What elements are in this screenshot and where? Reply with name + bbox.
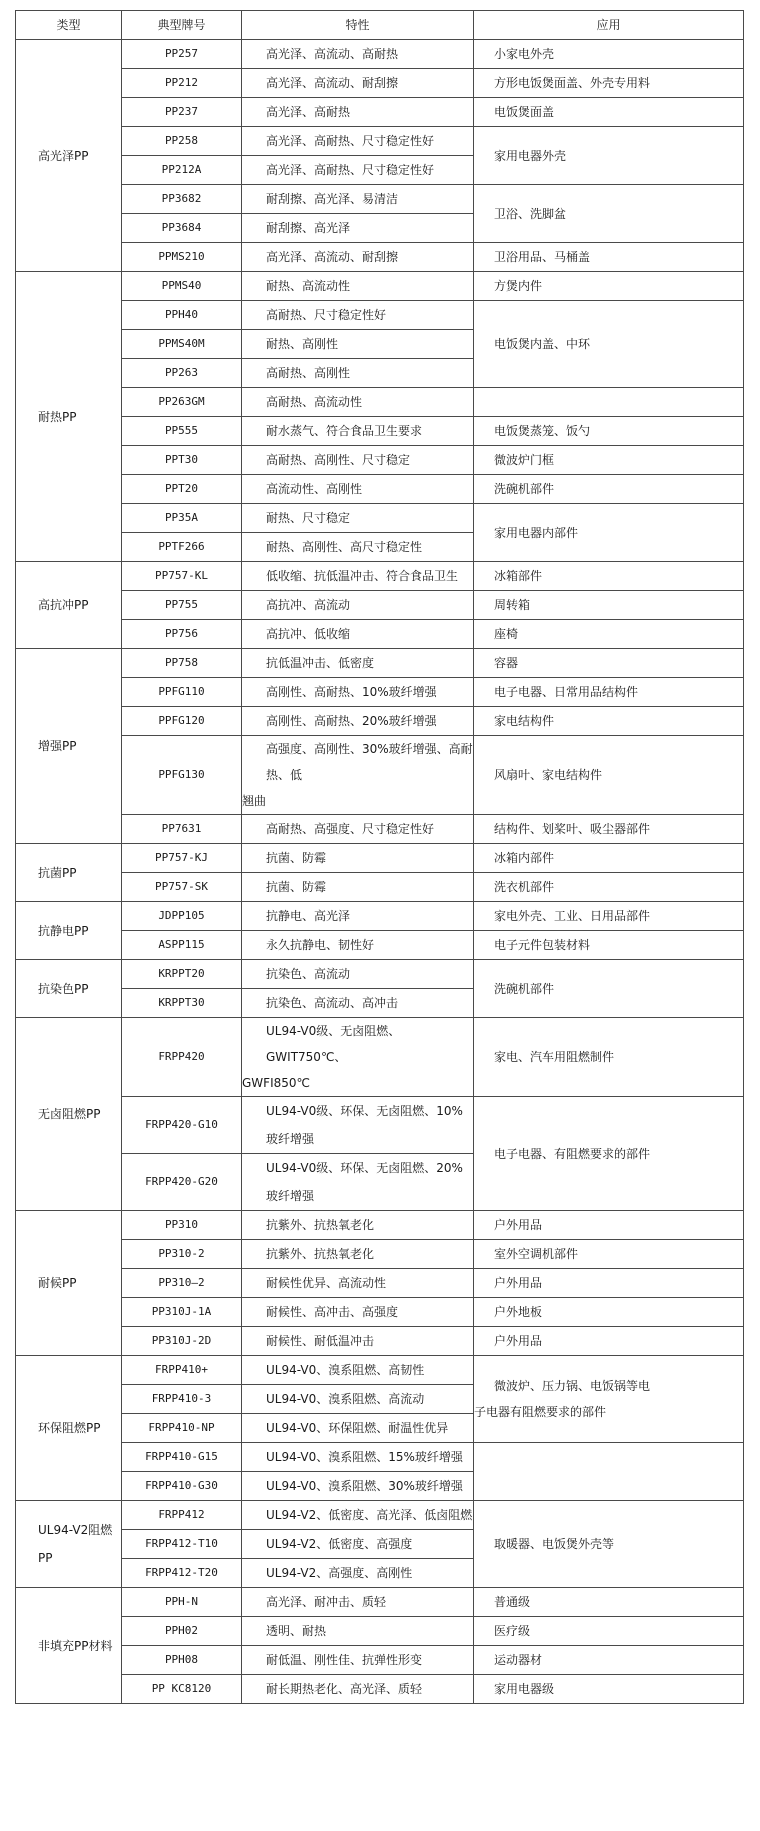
model-cell: PPH-N bbox=[122, 1588, 242, 1617]
application-cell: 卫浴、洗脚盆 bbox=[474, 185, 744, 243]
model-cell: PPH08 bbox=[122, 1646, 242, 1675]
property-cell: 耐候性、高冲击、高强度 bbox=[242, 1298, 474, 1327]
table-row bbox=[16, 815, 744, 844]
application-cell: 家电、汽车用阻燃制件 bbox=[474, 1018, 744, 1097]
application-cell: 洗衣机部件 bbox=[474, 873, 744, 902]
table-row bbox=[16, 620, 744, 649]
model-cell: PP757-SK bbox=[122, 873, 242, 902]
property-cell: 永久抗静电、韧性好 bbox=[242, 931, 474, 960]
application-cell: 结构件、划桨叶、吸尘器部件 bbox=[474, 815, 744, 844]
model-cell: PPMS40 bbox=[122, 272, 242, 301]
application-cell: 运动器材 bbox=[474, 1646, 744, 1675]
model-cell: KRPPT20 bbox=[122, 960, 242, 989]
model-cell: PP757-KJ bbox=[122, 844, 242, 873]
model-cell: JDPP105 bbox=[122, 902, 242, 931]
table-row bbox=[16, 1298, 744, 1327]
property-cell: 抗菌、防霉 bbox=[242, 873, 474, 902]
table-row bbox=[16, 272, 744, 301]
property-cell: 高光泽、高流动、高耐热 bbox=[242, 40, 474, 69]
application-cell: 冰箱部件 bbox=[474, 562, 744, 591]
table-row bbox=[16, 1211, 744, 1240]
table-row bbox=[16, 1443, 744, 1472]
application-cell: 取暖器、电饭煲外壳等 bbox=[474, 1501, 744, 1588]
table-row bbox=[16, 1240, 744, 1269]
table-row bbox=[16, 243, 744, 272]
model-cell: PP212 bbox=[122, 69, 242, 98]
model-cell: PPFG110 bbox=[122, 678, 242, 707]
table-body bbox=[16, 40, 744, 1704]
model-cell: PP237 bbox=[122, 98, 242, 127]
table-row bbox=[16, 707, 744, 736]
property-cell: 高光泽、高流动、耐刮擦 bbox=[242, 69, 474, 98]
type-cell: 高抗冲PP bbox=[16, 562, 122, 649]
model-cell: PP310J-2D bbox=[122, 1327, 242, 1356]
model-cell: PP555 bbox=[122, 417, 242, 446]
property-cell: 耐候性、耐低温冲击 bbox=[242, 1327, 474, 1356]
header-row bbox=[16, 11, 744, 40]
property-cell: 高光泽、耐冲击、质轻 bbox=[242, 1588, 474, 1617]
model-cell: PP756 bbox=[122, 620, 242, 649]
property-cell: 抗紫外、抗热氧老化 bbox=[242, 1240, 474, 1269]
application-cell: 冰箱内部件 bbox=[474, 844, 744, 873]
table-row bbox=[16, 902, 744, 931]
property-cell: 耐刮擦、高光泽 bbox=[242, 214, 474, 243]
application-cell: 座椅 bbox=[474, 620, 744, 649]
property-cell: UL94-V2、高强度、高刚性 bbox=[242, 1559, 474, 1588]
property-cell: UL94-V0、溴系阻燃、30%玻纤增强 bbox=[242, 1472, 474, 1501]
model-cell: PP755 bbox=[122, 591, 242, 620]
property-cell: 耐低温、刚性佳、抗弹性形变 bbox=[242, 1646, 474, 1675]
application-cell: 电饭煲面盖 bbox=[474, 98, 744, 127]
application-cell: 方形电饭煲面盖、外壳专用料 bbox=[474, 69, 744, 98]
application-cell bbox=[474, 1443, 744, 1501]
property-cell: 耐热、高刚性 bbox=[242, 330, 474, 359]
type-cell: 耐热PP bbox=[16, 272, 122, 562]
application-cell: 户外用品 bbox=[474, 1211, 744, 1240]
application-cell: 医疗级 bbox=[474, 1617, 744, 1646]
model-cell: PP263GM bbox=[122, 388, 242, 417]
type-cell: 增强PP bbox=[16, 649, 122, 844]
table-row bbox=[16, 1097, 744, 1154]
model-cell: PPFG130 bbox=[122, 736, 242, 815]
header-type: 类型 bbox=[16, 11, 122, 40]
property-cell: 低收缩、抗低温冲击、符合食品卫生 bbox=[242, 562, 474, 591]
application-cell: 普通级 bbox=[474, 1588, 744, 1617]
property-cell: 高光泽、高流动、耐刮擦 bbox=[242, 243, 474, 272]
property-cell: 抗紫外、抗热氧老化 bbox=[242, 1211, 474, 1240]
table-row bbox=[16, 1501, 744, 1530]
table-row bbox=[16, 649, 744, 678]
property-cell: 耐热、高流动性 bbox=[242, 272, 474, 301]
model-cell: PPT30 bbox=[122, 446, 242, 475]
model-cell: ASPP115 bbox=[122, 931, 242, 960]
model-cell: FRPP410-3 bbox=[122, 1385, 242, 1414]
table-row bbox=[16, 736, 744, 815]
property-cell: 高光泽、高耐热、尺寸稳定性好 bbox=[242, 127, 474, 156]
model-cell: FRPP412 bbox=[122, 1501, 242, 1530]
property-cell: 高光泽、高耐热、尺寸稳定性好 bbox=[242, 156, 474, 185]
property-cell: 耐热、尺寸稳定 bbox=[242, 504, 474, 533]
table-row bbox=[16, 388, 744, 417]
model-cell: PPMS210 bbox=[122, 243, 242, 272]
table-row bbox=[16, 185, 744, 214]
model-cell: PPTF266 bbox=[122, 533, 242, 562]
table-row bbox=[16, 931, 744, 960]
model-cell: FRPP420-G20 bbox=[122, 1154, 242, 1211]
table-row bbox=[16, 591, 744, 620]
table-row bbox=[16, 40, 744, 69]
table-row bbox=[16, 1646, 744, 1675]
model-cell: PP7631 bbox=[122, 815, 242, 844]
model-cell: PP212A bbox=[122, 156, 242, 185]
table-row bbox=[16, 1018, 744, 1097]
application-cell: 户外用品 bbox=[474, 1327, 744, 1356]
table-row bbox=[16, 417, 744, 446]
type-cell: 非填充PP材料 bbox=[16, 1588, 122, 1704]
property-cell: 高刚性、高耐热、20%玻纤增强 bbox=[242, 707, 474, 736]
model-cell: FRPP410-G30 bbox=[122, 1472, 242, 1501]
type-cell: 高光泽PP bbox=[16, 40, 122, 272]
application-cell: 微波炉、压力锅、电饭锅等电 子电器有阻燃要求的部件 bbox=[474, 1356, 744, 1443]
header-property: 特性 bbox=[242, 11, 474, 40]
type-cell: UL94-V2阻燃PP bbox=[16, 1501, 122, 1588]
table-row bbox=[16, 504, 744, 533]
table-row bbox=[16, 301, 744, 330]
type-cell: 抗菌PP bbox=[16, 844, 122, 902]
property-cell: 耐长期热老化、高光泽、质轻 bbox=[242, 1675, 474, 1704]
application-cell: 风扇叶、家电结构件 bbox=[474, 736, 744, 815]
application-cell: 户外地板 bbox=[474, 1298, 744, 1327]
type-cell: 环保阻燃PP bbox=[16, 1356, 122, 1501]
property-cell: 高强度、高刚性、30%玻纤增强、高耐热、低 翘曲 bbox=[242, 736, 474, 815]
model-cell: FRPP412-T10 bbox=[122, 1530, 242, 1559]
model-cell: PPH40 bbox=[122, 301, 242, 330]
property-cell: 抗染色、高流动、高冲击 bbox=[242, 989, 474, 1018]
property-cell: UL94-V2、低密度、高光泽、低卤阻燃 bbox=[242, 1501, 474, 1530]
application-cell: 周转箱 bbox=[474, 591, 744, 620]
model-cell: PP KC8120 bbox=[122, 1675, 242, 1704]
application-cell: 卫浴用品、马桶盖 bbox=[474, 243, 744, 272]
pp-grade-table bbox=[15, 10, 744, 1704]
model-cell: PPFG120 bbox=[122, 707, 242, 736]
type-cell: 抗静电PP bbox=[16, 902, 122, 960]
model-cell: PP35A bbox=[122, 504, 242, 533]
application-cell: 家用电器外壳 bbox=[474, 127, 744, 185]
application-cell: 洗碗机部件 bbox=[474, 960, 744, 1018]
property-cell: 耐候性优异、高流动性 bbox=[242, 1269, 474, 1298]
table-row bbox=[16, 844, 744, 873]
type-cell: 抗染色PP bbox=[16, 960, 122, 1018]
table-row bbox=[16, 1588, 744, 1617]
application-cell bbox=[474, 388, 744, 417]
table-row bbox=[16, 1269, 744, 1298]
application-cell: 容器 bbox=[474, 649, 744, 678]
model-cell: PP3684 bbox=[122, 214, 242, 243]
property-cell: 高光泽、高耐热 bbox=[242, 98, 474, 127]
type-cell: 耐候PP bbox=[16, 1211, 122, 1356]
application-cell: 户外用品 bbox=[474, 1269, 744, 1298]
property-cell: 透明、耐热 bbox=[242, 1617, 474, 1646]
property-cell: 高抗冲、低收缩 bbox=[242, 620, 474, 649]
model-cell: PP757-KL bbox=[122, 562, 242, 591]
table-row bbox=[16, 960, 744, 989]
table-row bbox=[16, 678, 744, 707]
application-cell: 小家电外壳 bbox=[474, 40, 744, 69]
application-cell: 洗碗机部件 bbox=[474, 475, 744, 504]
application-cell: 电饭煲内盖、中环 bbox=[474, 301, 744, 388]
property-cell: 高耐热、尺寸稳定性好 bbox=[242, 301, 474, 330]
application-cell: 电子电器、日常用品结构件 bbox=[474, 678, 744, 707]
application-cell: 方煲内件 bbox=[474, 272, 744, 301]
table-row bbox=[16, 69, 744, 98]
table-row bbox=[16, 873, 744, 902]
table-row bbox=[16, 1617, 744, 1646]
table-row bbox=[16, 446, 744, 475]
model-cell: KRPPT30 bbox=[122, 989, 242, 1018]
property-cell: 耐刮擦、高光泽、易清洁 bbox=[242, 185, 474, 214]
model-cell: PP310-2 bbox=[122, 1240, 242, 1269]
model-cell: FRPP410-NP bbox=[122, 1414, 242, 1443]
model-cell: PPMS40M bbox=[122, 330, 242, 359]
model-cell: FRPP410-G15 bbox=[122, 1443, 242, 1472]
property-cell: 高耐热、高刚性 bbox=[242, 359, 474, 388]
property-cell: 高流动性、高刚性 bbox=[242, 475, 474, 504]
model-cell: FRPP420 bbox=[122, 1018, 242, 1097]
property-cell: 抗染色、高流动 bbox=[242, 960, 474, 989]
table-row bbox=[16, 1327, 744, 1356]
property-cell: UL94-V0级、环保、无卤阻燃、10%玻纤增强 bbox=[242, 1097, 474, 1154]
property-cell: 耐水蒸气、符合食品卫生要求 bbox=[242, 417, 474, 446]
property-cell: 高抗冲、高流动 bbox=[242, 591, 474, 620]
table-row bbox=[16, 127, 744, 156]
table-row bbox=[16, 1356, 744, 1385]
property-cell: 耐热、高刚性、高尺寸稳定性 bbox=[242, 533, 474, 562]
property-cell: UL94-V0级、环保、无卤阻燃、20%玻纤增强 bbox=[242, 1154, 474, 1211]
property-cell: UL94-V0级、无卤阻燃、GWIT750℃、 GWFI850℃ bbox=[242, 1018, 474, 1097]
table-row bbox=[16, 98, 744, 127]
header-model: 典型牌号 bbox=[122, 11, 242, 40]
property-cell: 高耐热、高强度、尺寸稳定性好 bbox=[242, 815, 474, 844]
model-cell: PP310—2 bbox=[122, 1269, 242, 1298]
property-cell: 高刚性、高耐热、10%玻纤增强 bbox=[242, 678, 474, 707]
table-row bbox=[16, 1675, 744, 1704]
model-cell: FRPP412-T20 bbox=[122, 1559, 242, 1588]
application-cell: 家用电器级 bbox=[474, 1675, 744, 1704]
model-cell: PP758 bbox=[122, 649, 242, 678]
model-cell: PP310 bbox=[122, 1211, 242, 1240]
property-cell: UL94-V0、溴系阻燃、高韧性 bbox=[242, 1356, 474, 1385]
property-cell: UL94-V0、环保阻燃、耐温性优异 bbox=[242, 1414, 474, 1443]
application-cell: 微波炉门框 bbox=[474, 446, 744, 475]
application-cell: 家电外壳、工业、日用品部件 bbox=[474, 902, 744, 931]
application-cell: 电饭煲蒸笼、饭勺 bbox=[474, 417, 744, 446]
application-cell: 室外空调机部件 bbox=[474, 1240, 744, 1269]
model-cell: PP3682 bbox=[122, 185, 242, 214]
model-cell: PPH02 bbox=[122, 1617, 242, 1646]
table-row bbox=[16, 562, 744, 591]
type-cell: 无卤阻燃PP bbox=[16, 1018, 122, 1211]
property-cell: 高耐热、高流动性 bbox=[242, 388, 474, 417]
model-cell: FRPP410+ bbox=[122, 1356, 242, 1385]
model-cell: FRPP420-G10 bbox=[122, 1097, 242, 1154]
application-cell: 电子元件包装材料 bbox=[474, 931, 744, 960]
property-cell: 抗菌、防霉 bbox=[242, 844, 474, 873]
application-cell: 家用电器内部件 bbox=[474, 504, 744, 562]
table-row bbox=[16, 475, 744, 504]
model-cell: PP263 bbox=[122, 359, 242, 388]
property-cell: 抗静电、高光泽 bbox=[242, 902, 474, 931]
property-cell: UL94-V0、溴系阻燃、高流动 bbox=[242, 1385, 474, 1414]
model-cell: PP258 bbox=[122, 127, 242, 156]
property-cell: UL94-V2、低密度、高强度 bbox=[242, 1530, 474, 1559]
application-cell: 家电结构件 bbox=[474, 707, 744, 736]
model-cell: PP310J-1A bbox=[122, 1298, 242, 1327]
header-application: 应用 bbox=[474, 11, 744, 40]
model-cell: PPT20 bbox=[122, 475, 242, 504]
property-cell: 抗低温冲击、低密度 bbox=[242, 649, 474, 678]
application-cell: 电子电器、有阻燃要求的部件 bbox=[474, 1097, 744, 1211]
model-cell: PP257 bbox=[122, 40, 242, 69]
property-cell: 高耐热、高刚性、尺寸稳定 bbox=[242, 446, 474, 475]
property-cell: UL94-V0、溴系阻燃、15%玻纤增强 bbox=[242, 1443, 474, 1472]
